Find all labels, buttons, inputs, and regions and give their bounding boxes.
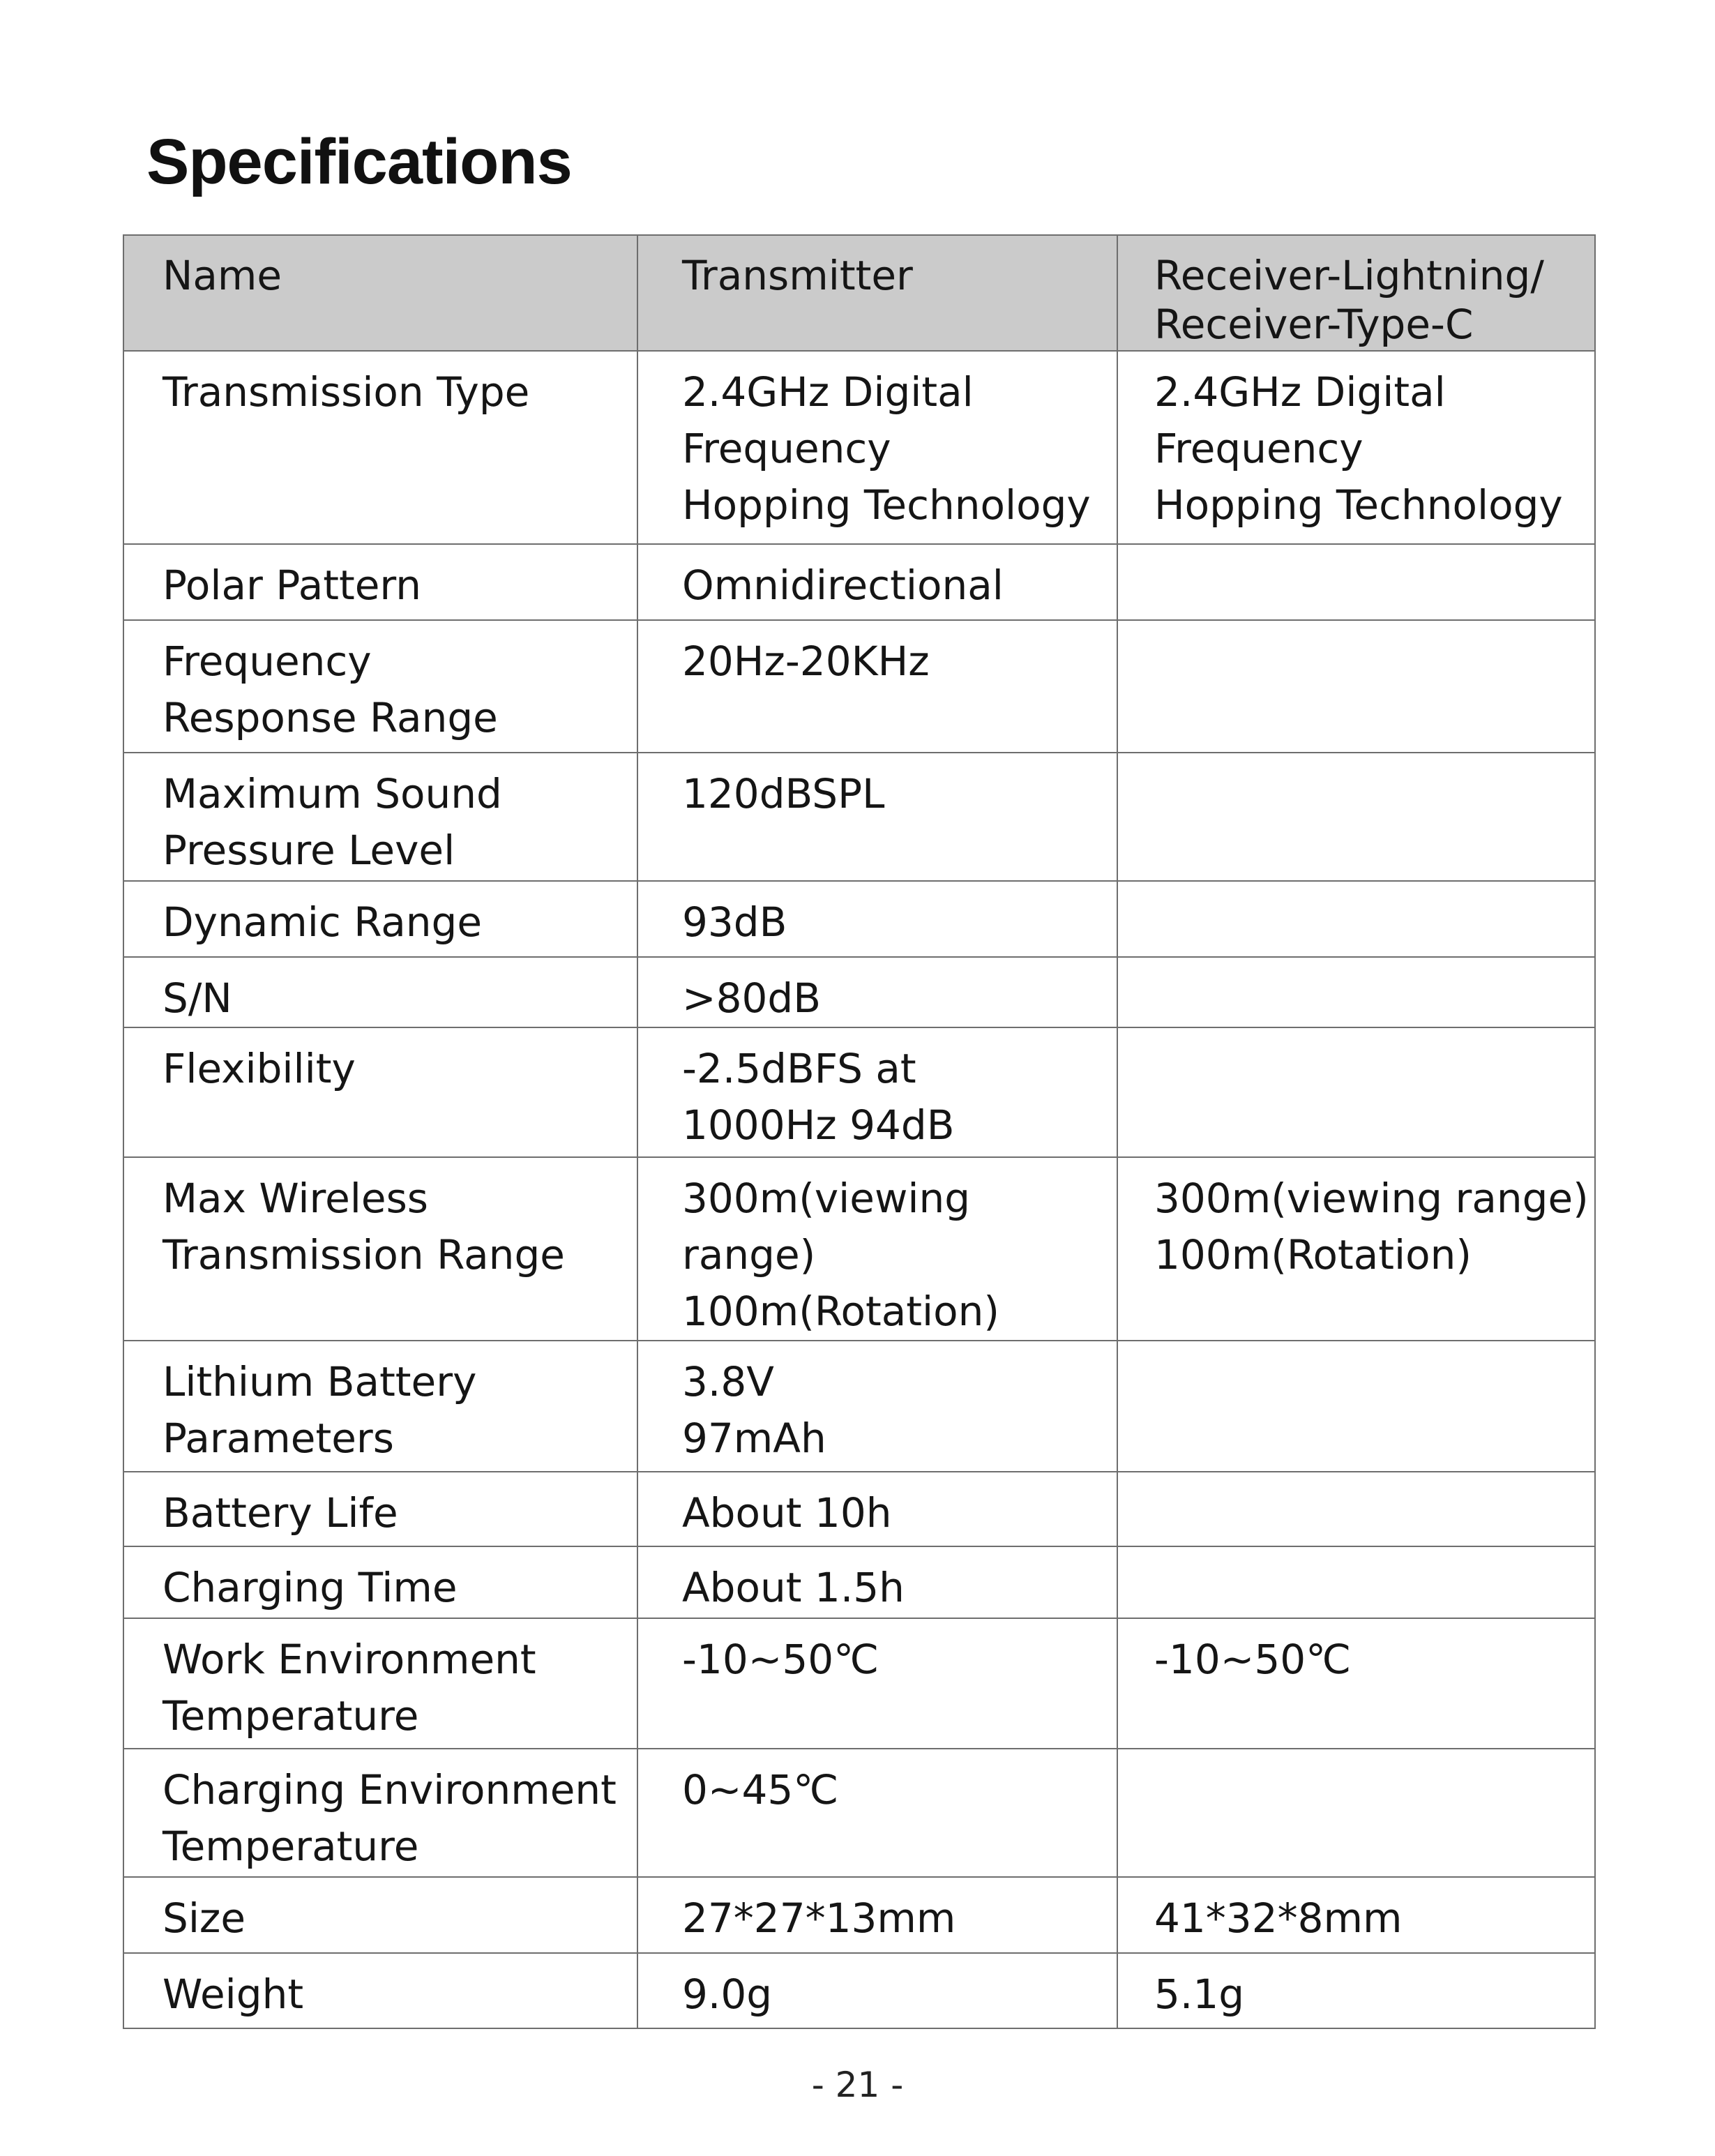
row-label: Dynamic Range <box>123 881 637 957</box>
transmitter-value: -2.5dBFS at 1000Hz 94dB <box>637 1027 1117 1157</box>
row-label: Frequency Response Range <box>123 620 637 753</box>
specifications-table <box>123 234 1596 2029</box>
header-transmitter: Transmitter <box>637 235 1117 351</box>
receiver-value: -10~50℃ <box>1117 1618 1595 1749</box>
table-row <box>123 881 1595 957</box>
receiver-value <box>1117 881 1595 957</box>
row-label: Transmission Type <box>123 351 637 544</box>
table-header <box>123 235 1595 351</box>
receiver-value <box>1117 620 1595 753</box>
receiver-value <box>1117 1546 1595 1618</box>
table-row <box>123 1157 1595 1341</box>
row-label: Weight <box>123 1953 637 2028</box>
row-label: Size <box>123 1877 637 1953</box>
table-row <box>123 620 1595 753</box>
row-label: Lithium Battery Parameters <box>123 1341 637 1472</box>
table-row <box>123 351 1595 544</box>
table-row <box>123 753 1595 881</box>
transmitter-value: 20Hz-20KHz <box>637 620 1117 753</box>
transmitter-value: About 10h <box>637 1472 1117 1546</box>
header-row <box>123 235 1595 351</box>
table-row <box>123 1618 1595 1749</box>
table-body <box>123 351 1595 2028</box>
receiver-value <box>1117 753 1595 881</box>
table-row <box>123 1472 1595 1546</box>
transmitter-value: 3.8V 97mAh <box>637 1341 1117 1472</box>
transmitter-value: 120dBSPL <box>637 753 1117 881</box>
row-label: Charging Environment Temperature <box>123 1749 637 1877</box>
receiver-value <box>1117 1749 1595 1877</box>
row-label: Maximum Sound Pressure Level <box>123 753 637 881</box>
page-number: - 21 - <box>811 2065 904 2105</box>
row-label: Battery Life <box>123 1472 637 1546</box>
transmitter-value: About 1.5h <box>637 1546 1117 1618</box>
transmitter-value: >80dB <box>637 957 1117 1027</box>
transmitter-value: 0~45℃ <box>637 1749 1117 1877</box>
transmitter-value: 27*27*13mm <box>637 1877 1117 1953</box>
receiver-value <box>1117 1341 1595 1472</box>
transmitter-value: 2.4GHz Digital Frequency Hopping Technology <box>637 351 1117 544</box>
table-row <box>123 1027 1595 1157</box>
row-label: Charging Time <box>123 1546 637 1618</box>
table-row <box>123 1877 1595 1953</box>
row-label: Polar Pattern <box>123 544 637 620</box>
table-row <box>123 1749 1595 1877</box>
row-label: S/N <box>123 957 637 1027</box>
table-row <box>123 1546 1595 1618</box>
table-row <box>123 544 1595 620</box>
receiver-value: 5.1g <box>1117 1953 1595 2028</box>
receiver-value: 300m(viewing range) 100m(Rotation) <box>1117 1157 1595 1341</box>
receiver-value <box>1117 1027 1595 1157</box>
transmitter-value: 300m(viewing range) 100m(Rotation) <box>637 1157 1117 1341</box>
receiver-value: 2.4GHz Digital Frequency Hopping Technology <box>1117 351 1595 544</box>
transmitter-value: 9.0g <box>637 1953 1117 2028</box>
receiver-value: 41*32*8mm <box>1117 1877 1595 1953</box>
header-receiver: Receiver-Lightning/ Receiver-Type-C <box>1117 235 1595 351</box>
row-label: Flexibility <box>123 1027 637 1157</box>
header-name: Name <box>123 235 637 351</box>
page-title: Specifications <box>146 126 572 197</box>
receiver-value <box>1117 957 1595 1027</box>
transmitter-value: 93dB <box>637 881 1117 957</box>
row-label: Work Environment Temperature <box>123 1618 637 1749</box>
table-row <box>123 1341 1595 1472</box>
receiver-value <box>1117 1472 1595 1546</box>
table-row <box>123 957 1595 1027</box>
receiver-value <box>1117 544 1595 620</box>
row-label: Max Wireless Transmission Range <box>123 1157 637 1341</box>
transmitter-value: Omnidirectional <box>637 544 1117 620</box>
transmitter-value: -10~50℃ <box>637 1618 1117 1749</box>
table-row <box>123 1953 1595 2028</box>
